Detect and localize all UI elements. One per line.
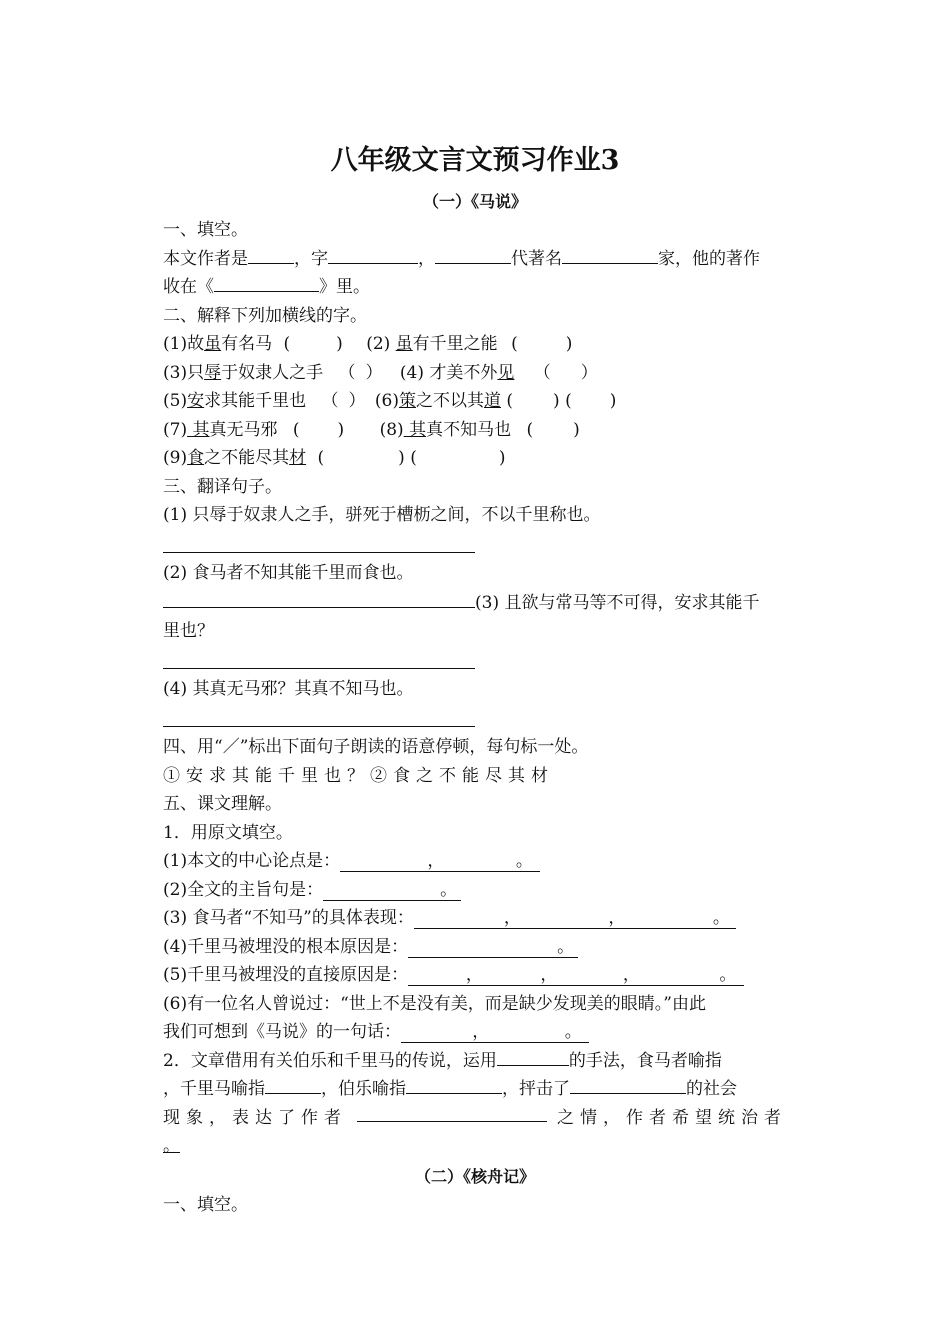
q1-1: (1)本文的中心论点是： ， 。 xyxy=(163,847,787,876)
translate-sentence-2: (2) 食马者不知其能千里而食也。 xyxy=(163,563,414,583)
part2-heading: 二、解释下列加横线的字。 xyxy=(163,305,367,326)
explain-row-3: (5)安求其能千里也 （ ） (6)策之不以其道 ( ) ( ) xyxy=(163,391,617,411)
explain-row-4: (7) 其真无马邪 ( ) (8) 其真不知马也 ( ) xyxy=(163,419,580,440)
q1-2-answer[interactable]: 。 xyxy=(323,879,461,901)
q2-line-3: 现象，表达了作者 之情，作者希望统治者 xyxy=(163,1104,787,1133)
section-title-hezhouji: （二）《核舟记》 xyxy=(414,1166,535,1186)
q2-bole-blank[interactable] xyxy=(406,1076,502,1094)
explain-row-5: (9)食之不能尽其材 ( ) ( ) xyxy=(163,448,506,468)
q1-1-answer[interactable]: ， 。 xyxy=(340,850,540,872)
q1-6-answer[interactable]: ， 。 xyxy=(401,1021,589,1043)
translate-sentence-4: (4) 其真无马邪？其真不知马也。 xyxy=(163,679,414,699)
q1-3: (3) 食马者“不知马”的具体表现： ， ， 。 xyxy=(163,904,787,933)
part4-heading: 四、用“／”标出下面句子朗读的语意停顿，每句标一处。 xyxy=(163,737,589,757)
book-blank[interactable] xyxy=(214,274,319,292)
q2-line-1: 2．文章借用有关伯乐和千里马的传说，运用 的手法，食马者喻指 xyxy=(163,1047,787,1076)
part1-heading: 一、填空。 xyxy=(163,220,248,240)
translate-answer-line-1[interactable] xyxy=(163,530,475,553)
q1-heading: 1．用原文填空。 xyxy=(163,822,293,843)
q1-5-answer[interactable]: ， ， ， 。 xyxy=(408,964,744,986)
section-title-mashuo: （一）《马说》 xyxy=(422,192,527,211)
q1-4-answer[interactable]: 。 xyxy=(408,936,578,958)
fill-line-1: 本文作者是 ，字 ， 代著名 家，他的著作 xyxy=(163,245,787,274)
translate-answer-line-4[interactable] xyxy=(163,704,475,727)
courtesy-name-blank[interactable] xyxy=(328,246,418,264)
translate-answer-line-3[interactable] xyxy=(163,646,475,669)
part5-heading: 五、课文理解。 xyxy=(163,794,282,814)
section2-heading: 一、填空。 xyxy=(163,1194,248,1215)
part3-heading: 三、翻译句子。 xyxy=(163,476,282,497)
q1-5: (5)千里马被埋没的直接原因是： ， ， ， 。 xyxy=(163,961,787,990)
pause-sentences: ①安求其能千里也？②食之不能尽其材 xyxy=(163,765,554,786)
author-blank[interactable] xyxy=(248,246,294,264)
q2-feeling-blank[interactable] xyxy=(357,1104,547,1122)
q2-horse-blank[interactable] xyxy=(265,1076,321,1094)
translate-sentence-1: (1) 只辱于奴隶人之手，骈死于槽枥之间，不以千里称也。 xyxy=(163,505,601,525)
translate-answer-line-2[interactable] xyxy=(163,588,475,608)
worksheet-page xyxy=(163,142,787,1219)
q2-line-2: ，千里马喻指 ，伯乐喻指 ，抨击了 的社会 xyxy=(163,1075,787,1104)
profession-blank[interactable] xyxy=(562,246,658,264)
q2-criticize-blank[interactable] xyxy=(570,1076,686,1094)
translate-sentence-3: (3) 且欲与常马等不可得，安求其能千 xyxy=(163,588,787,618)
q1-4: (4)千里马被埋没的根本原因是： 。 xyxy=(163,933,787,962)
q1-6: (6)有一位名人曾说过：“世上不是没有美，而是缺少发现美的眼睛。”由此 xyxy=(163,993,706,1014)
dynasty-blank[interactable] xyxy=(435,246,511,264)
translate-sentence-3-cont: 里也？ xyxy=(163,621,214,641)
page-title: 八年级文言文预习作业3 xyxy=(330,145,620,176)
q1-2: (2)全文的主旨句是： 。 xyxy=(163,876,787,905)
explain-row-2: (3)只辱于奴隶人之手 （ ） (4) 才美不外见 （ ） xyxy=(163,362,598,383)
fill-line-2: 收在《 》里。 xyxy=(163,273,787,302)
q1-3-answer[interactable]: ， ， 。 xyxy=(414,907,736,929)
explain-row-1: (1)故虽有名马 ( ) (2) 虽有千里之能 ( ) xyxy=(163,334,573,354)
q1-6-cont: 我们可想到《马说》的一句话： ， 。 xyxy=(163,1018,787,1047)
q2-technique-blank[interactable] xyxy=(497,1048,569,1066)
q2-line-4: 。 xyxy=(163,1136,180,1156)
